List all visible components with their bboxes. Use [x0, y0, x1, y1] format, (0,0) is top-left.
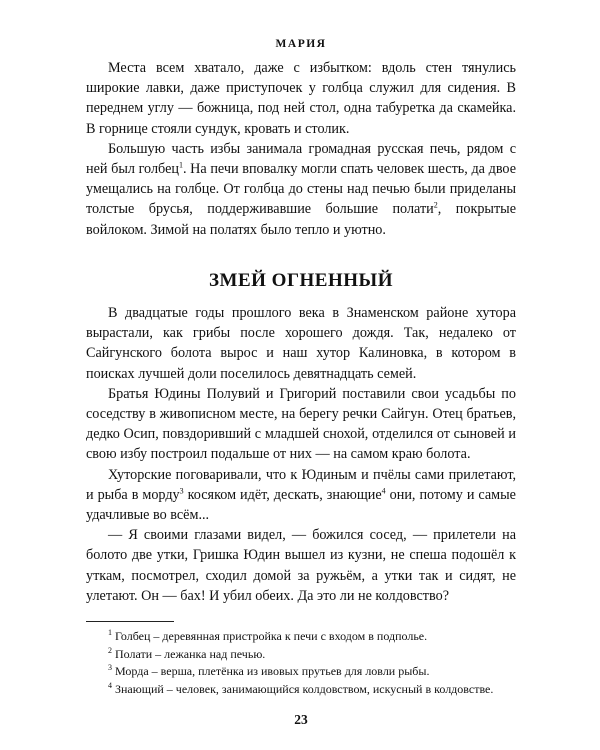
footnote-divider [86, 621, 174, 622]
paragraph: Места всем хватало, даже с избытком: вдоль стен тянулись широкие лавки, даже приступочек у голбца служил для сидения. В переднем углу — божница, под ней стол, одна табуретка да скамейка. В горнице стояли сундук, кровать и столик. [86, 60, 516, 137]
footnote-ref[interactable]: 2 [433, 200, 438, 210]
footnote-text: Полати – лежанка над печью. [112, 646, 266, 661]
footnote-number: 3 [108, 663, 112, 672]
paragraph: В двадцатые годы прошлого века в Знаменском районе хутора вырастали, как грибы после хорошего дождя. Так, недалеко от Сайгунского болота вырос и наш хутор Калиновка, в котором в поисках лучшей доли поселилось девятнадцать семей. [86, 305, 516, 382]
footnote-text: Морда – верша, плетёнка из ивовых прутьев для ловли рыбы. [112, 664, 430, 678]
footnote-number: 1 [108, 628, 112, 637]
paragraph [86, 139, 516, 240]
footnote [86, 646, 516, 664]
paragraph-text: они, потому и самые удачливые во всём... [86, 486, 516, 524]
footnote-ref[interactable]: 4 [381, 486, 386, 496]
footnote-ref[interactable]: 3 [179, 486, 184, 496]
footnote-text: Знающий – человек, занимающийся колдовством, искусный в колдовстве. [112, 681, 494, 696]
page-number: 23 [294, 712, 308, 727]
section-2-body [86, 303, 516, 606]
paragraph-text: Хуторские поговаривали, что к Юдиным и пчёлы сами прилетают, и рыба в морду [86, 466, 516, 503]
footnotes [86, 628, 516, 698]
footnote [86, 681, 516, 699]
paragraph [86, 465, 516, 526]
paragraph-text: . На печи вповалку могли спать человек шесть, да двое умещались на голбце. От голбца до стены над печью были приделаны толстые брусья, поддерживавшие большие полати [86, 161, 516, 218]
footnote [86, 628, 516, 646]
paragraph-text: , покрытые войлоком. Зимой на полатях было тепло и уютно. [86, 201, 516, 238]
paragraph-text: косяком идёт, дескать, знающие [183, 486, 382, 503]
footnote-ref[interactable]: 1 [178, 160, 183, 170]
section-1-body [86, 58, 516, 240]
running-head: МАРИЯ [275, 38, 327, 50]
paragraph: Братья Юдины Полувий и Григорий поставили свои усадьбы по соседству в живописном месте, на берегу речки Сайгун. Отец братьев, дедко Осип, повздоривший с младшей снохой, отделился от сыновей и свою избу построил подальше от них — на самом краю болота. [86, 385, 516, 463]
paragraph-text: Большую часть избы занимала громадная русская печь, рядом с ней был голбец [86, 140, 516, 178]
footnote [86, 663, 516, 681]
footnote-number: 4 [108, 680, 112, 690]
footnote-text: Голбец – деревянная пристройка к печи с входом в подполье. [112, 629, 428, 643]
book-page [86, 0, 516, 750]
footnote-number: 2 [108, 645, 112, 655]
section-title: ЗМЕЙ ОГНЕННЫЙ [209, 270, 393, 291]
paragraph: — Я своими глазами видел, — божился сосед, — прилетели на болото две утки, Гришка Юдин вышел из кузни, не спеша подошёл к уткам, посмотрел, сходил домой за ружьём, а утки так и сидят, не улетают. Он — бах! И убил обеих. Да это ли не колдовство? [86, 527, 516, 604]
